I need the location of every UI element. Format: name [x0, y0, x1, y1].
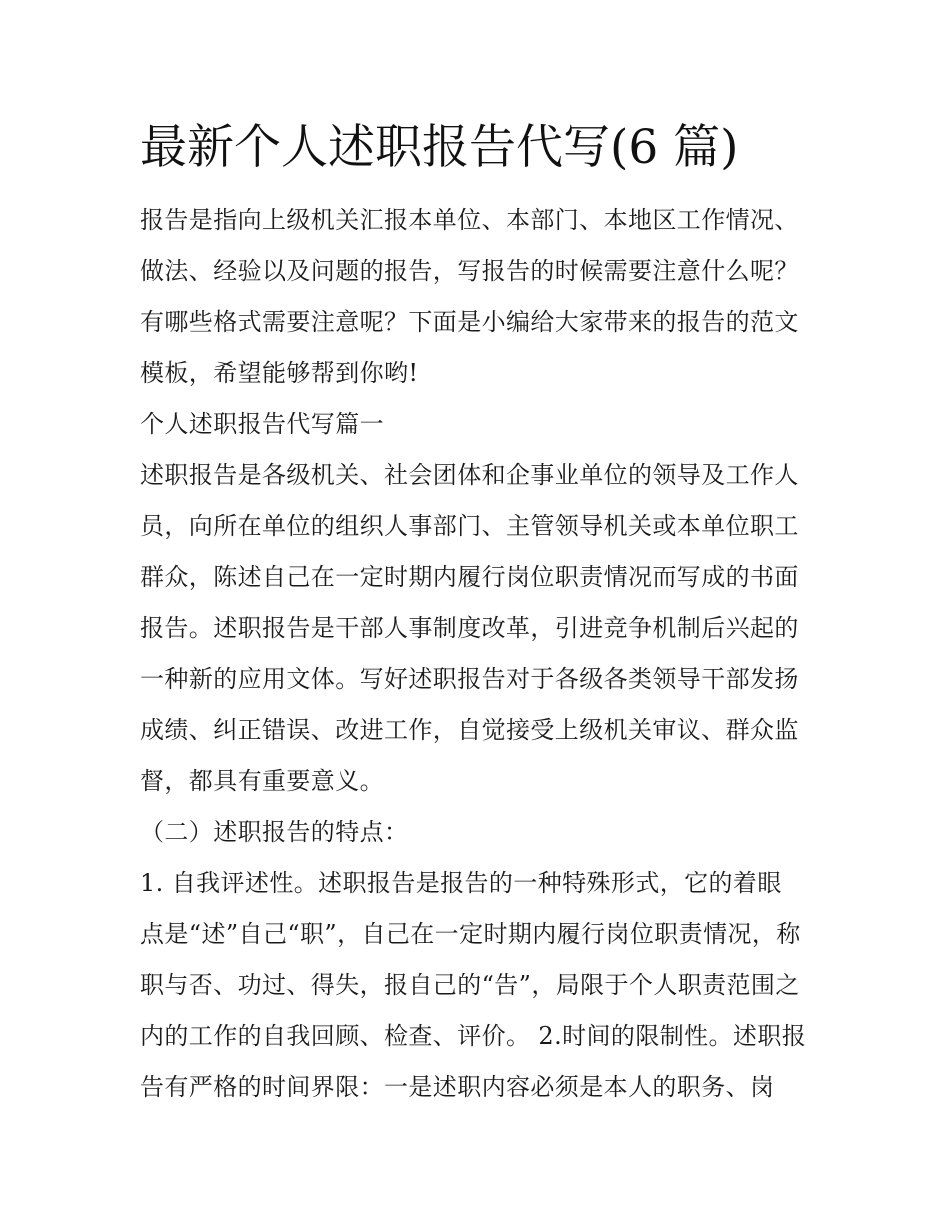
- body-line-12: 告有严格的时间界限：一是述职内容必须是本人的职务、岗: [140, 1073, 775, 1101]
- body-line-4: 报告。述职报告是干部人事制度改革，引进竞争机制后兴起的: [140, 614, 799, 642]
- body-line-3: 群众，陈述自己在一定时期内履行岗位职责情况而写成的书面: [140, 563, 799, 591]
- section-heading-1: 个人述职报告代写篇一: [140, 410, 384, 438]
- body-line-8: 1. 自我评述性。述职报告是报告的一种特殊形式，它的着眼: [140, 869, 782, 897]
- body-line-5: 一种新的应用文体。写好述职报告对于各级各类领导干部发扬: [140, 665, 799, 693]
- body-line-11: 内的工作的自我回顾、检查、评价。 2.时间的限制性。述职报: [140, 1022, 807, 1050]
- body-line-1: 述职报告是各级机关、社会团体和企事业单位的领导及工作人: [140, 461, 799, 489]
- body-line-6: 成绩、纠正错误、改进工作，自觉接受上级机关审议、群众监: [140, 716, 799, 744]
- body-line-7: 督，都具有重要意义。: [140, 767, 384, 795]
- intro-line-4: 模板，希望能够帮到你哟!: [140, 359, 419, 387]
- intro-line-3: 有哪些格式需要注意呢？下面是小编给大家带来的报告的范文: [140, 308, 799, 336]
- body-line-9: 点是“述”自己“职”，自己在一定时期内履行岗位职责情况，称: [140, 920, 801, 948]
- body-line-10: 职与否、功过、得失，报自己的“告”，局限于个人职责范围之: [140, 971, 800, 999]
- subheading-features: （二）述职报告的特点：: [140, 818, 409, 846]
- intro-line-2: 做法、经验以及问题的报告，写报告的时候需要注意什么呢？: [140, 257, 799, 285]
- intro-line-1: 报告是指向上级机关汇报本单位、本部门、本地区工作情况、: [140, 206, 799, 234]
- body-line-2: 员，向所在单位的组织人事部门、主管领导机关或本单位职工: [140, 512, 799, 540]
- document-title: 最新个人述职报告代写(6 篇): [140, 120, 739, 175]
